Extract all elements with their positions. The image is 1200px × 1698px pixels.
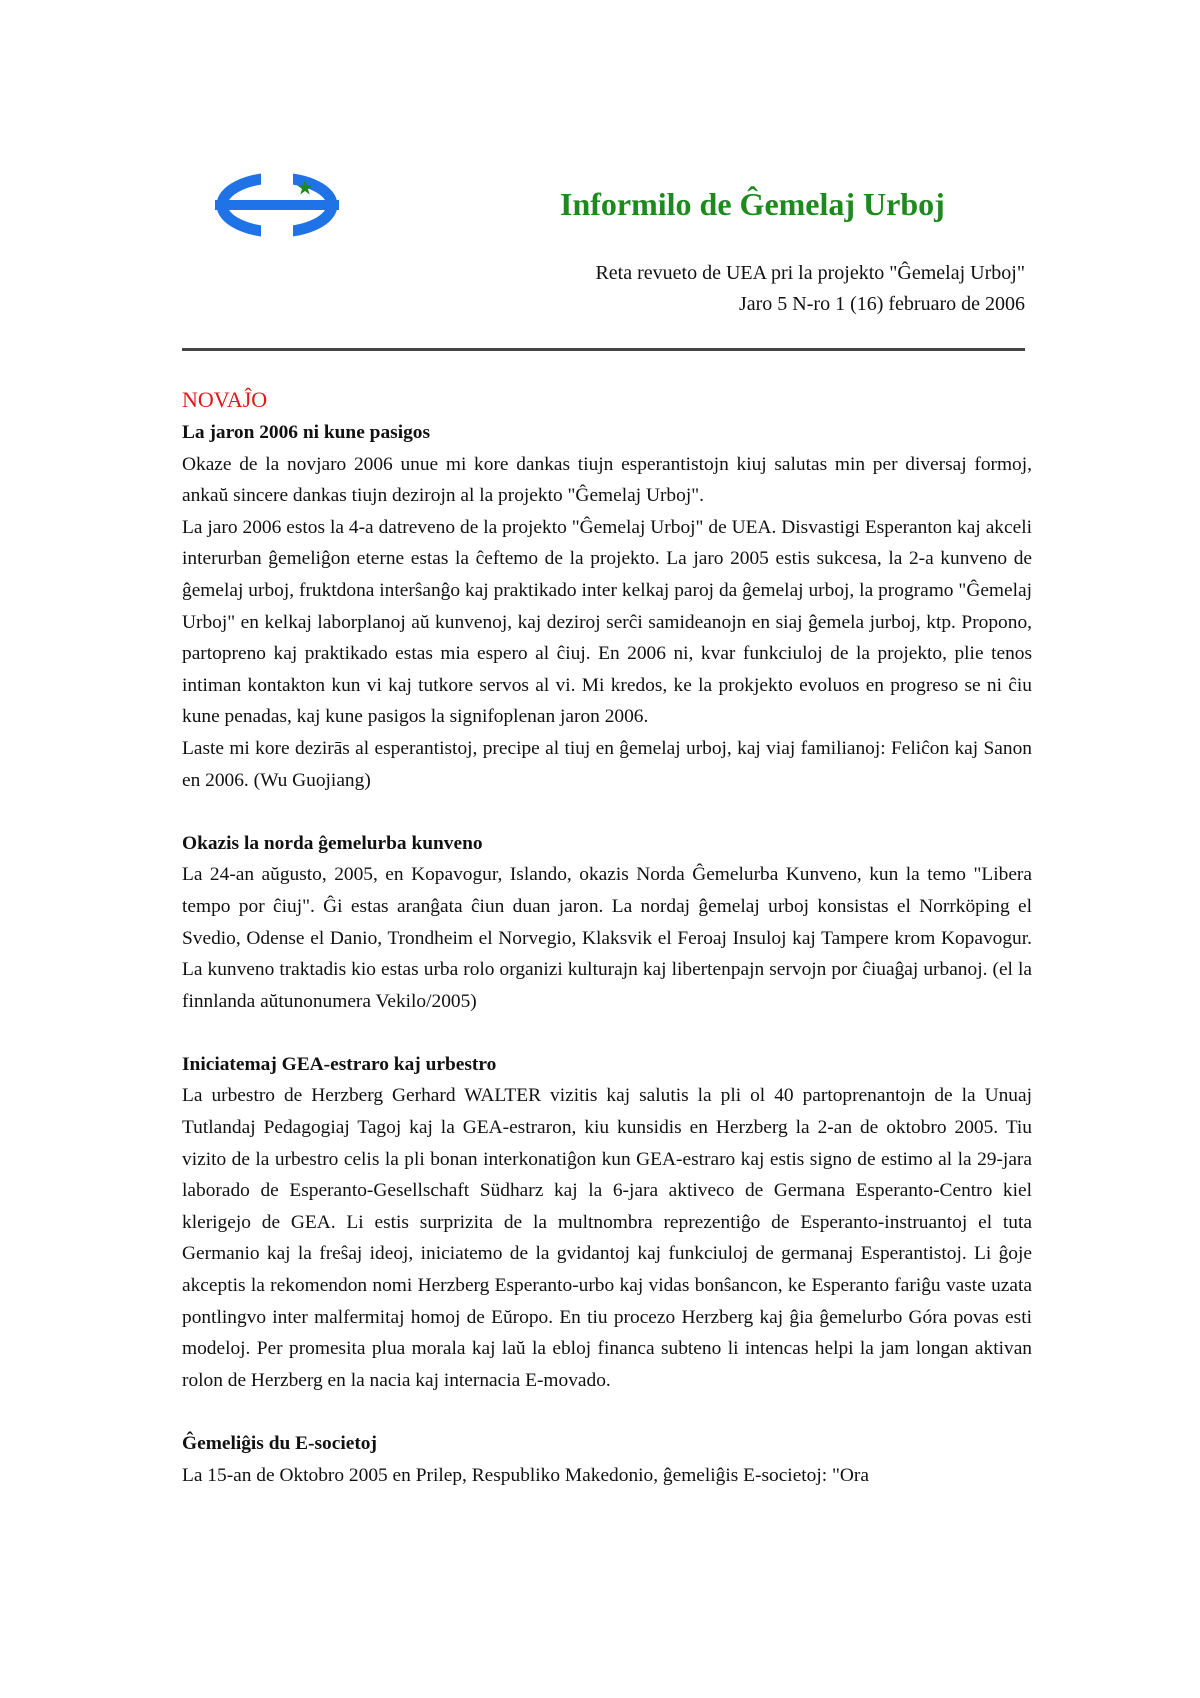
article-paragraph: La 24-an aŭgusto, 2005, en Kopavogur, Islando, okazis Norda Ĝemelurba Kunveno, kun la temo "Libera tempo por ĉiuj". Ĝi estas aranĝata ĉiun duan jaron. La nordaj ĝemelaj urboj konsistas el Norrköping el Svedio, Odense el Danio, Trondheim el Norvegio, Klaksvik el Feroaj Insuloj kaj Tampere krom Kopavogur. La kunveno traktadis kio estas urba rolo organizi kulturajn kaj libertenpajn servojn por ĉiuaĝaj urbanoj. (el la finnlanda aŭtunonumera Vekilo/2005) <box>182 864 1032 1012</box>
article <box>182 417 1032 796</box>
article <box>182 828 1032 1018</box>
section-label-news: NOVAĴO <box>182 387 268 412</box>
header-divider <box>182 348 1025 351</box>
article-paragraph: La jaro 2006 estos la 4-a datreveno de la projekto "Ĝemelaj Urboj" de UEA. Disvastigi Esperanton kaj akceli interurban ĝemeliĝon eterne estas la ĉeftemo de la projekto. La jaro 2005 estis sukcesa, la 2-a kunveno de ĝemelaj urboj, fruktdona interŝanĝo kaj praktikado inter kelkaj paroj da ĝemelaj urboj, la programo "Ĝemelaj Urboj" en kelkaj laborplanoj aŭ kunvenoj, kaj deziroj serĉi samideanojn en siaj ĝemela jurboj, ktp. Propono, partopreno kaj praktikado estas mia espero al ĉiuj. En 2006 ni, kvar funkciuloj de la projekto, plie tenos intiman kontakton kun vi kaj tutkore servos al vi. Mi kredos, ke la prokjekto evoluos en progreso se ni ĉiu kune penadas, kaj kune pasigos la signifoplenan jaron 2006. <box>182 516 1032 728</box>
newsletter-title: Informilo de Ĝemelaj Urboj <box>560 186 945 222</box>
article-paragraph: Laste mi kore dezirās al esperantistoj, precipe al tiuj en ĝemelaj urboj, kaj viaj familianoj: Feliĉon kaj Sanon en 2006. (Wu Guojiang) <box>182 737 1032 791</box>
subtitle-line-description: Reta revueto de UEA pri la projekto "Ĝemelaj Urboj" <box>595 262 1025 284</box>
article-paragraph: Okaze de la novjaro 2006 unue mi kore dankas tiujn esperantistojn kiuj salutas min per diversaj formoj, ankaŭ sincere dankas tiujn dezirojn al la projekto "Ĝemelaj Urboj". <box>182 453 1032 507</box>
article-title: Ĝemeliĝis du E-societoj <box>182 1433 377 1454</box>
article-title: Iniciatemaj GEA-estraro kaj urbestro <box>182 1053 497 1075</box>
newsletter-subtitle <box>595 258 1025 320</box>
article-paragraph: La urbestro de Herzberg Gerhard WALTER vizitis kaj salutis la pli ol 40 partoprenantojn de la Unuaj Tutlandaj Pedagogiaj Tagoj kaj la GEA-estraron, kiu kunsidis en Herzberg la 2-an de oktobro 2005. Tiu vizito de la urbestro celis la pli bonan interkonatiĝon kun GEA-estraro kaj estis signo de estimo al la 29-jara laborado de Esperanto-Gesellschaft Südharz kaj la 6-jara aktiveco de Germana Esperanto-Centro kiel klerigejo de GEA. Li estis surprizita de la multnombra reprezentiĝo de Esperanto-instruantoj el tuta Germanio kaj la freŝaj ideoj, iniciatemo de la gvidantoj kaj funkciuloj de germanaj Esperantistoj. Li ĝoje akceptis la rekomendon nomi Herzberg Esperanto-urbo kaj vidas bonŝancon, ke Esperanto fariĝu vaste uzata pontlingvo inter malfermitaj homoj de Eŭropo. En tiu procezo Herzberg kaj ĝia ĝemelurbo Góra povas esti modeloj. Per promesita plua morala kaj laŭ la ebloj financa subteno li intencas helpi la jam longan aktivan rolon de Herzberg en la nacia kaj internacia E-movado. <box>182 1085 1032 1391</box>
newsletter-body <box>182 383 1032 1491</box>
uea-logo-icon <box>215 170 339 240</box>
article-title: Okazis la norda ĝemelurba kunveno <box>182 832 483 854</box>
subtitle-line-issue: Jaro 5 N-ro 1 (16) februaro de 2006 <box>738 293 1025 315</box>
article <box>182 1049 1032 1397</box>
article <box>182 1428 1032 1491</box>
article-paragraph: La 15-an de Oktobro 2005 en Prilep, Respubliko Makedonio, ĝemeliĝis E-societoj: "Ora <box>182 1464 869 1486</box>
article-title: La jaron 2006 ni kune pasigos <box>182 422 431 443</box>
